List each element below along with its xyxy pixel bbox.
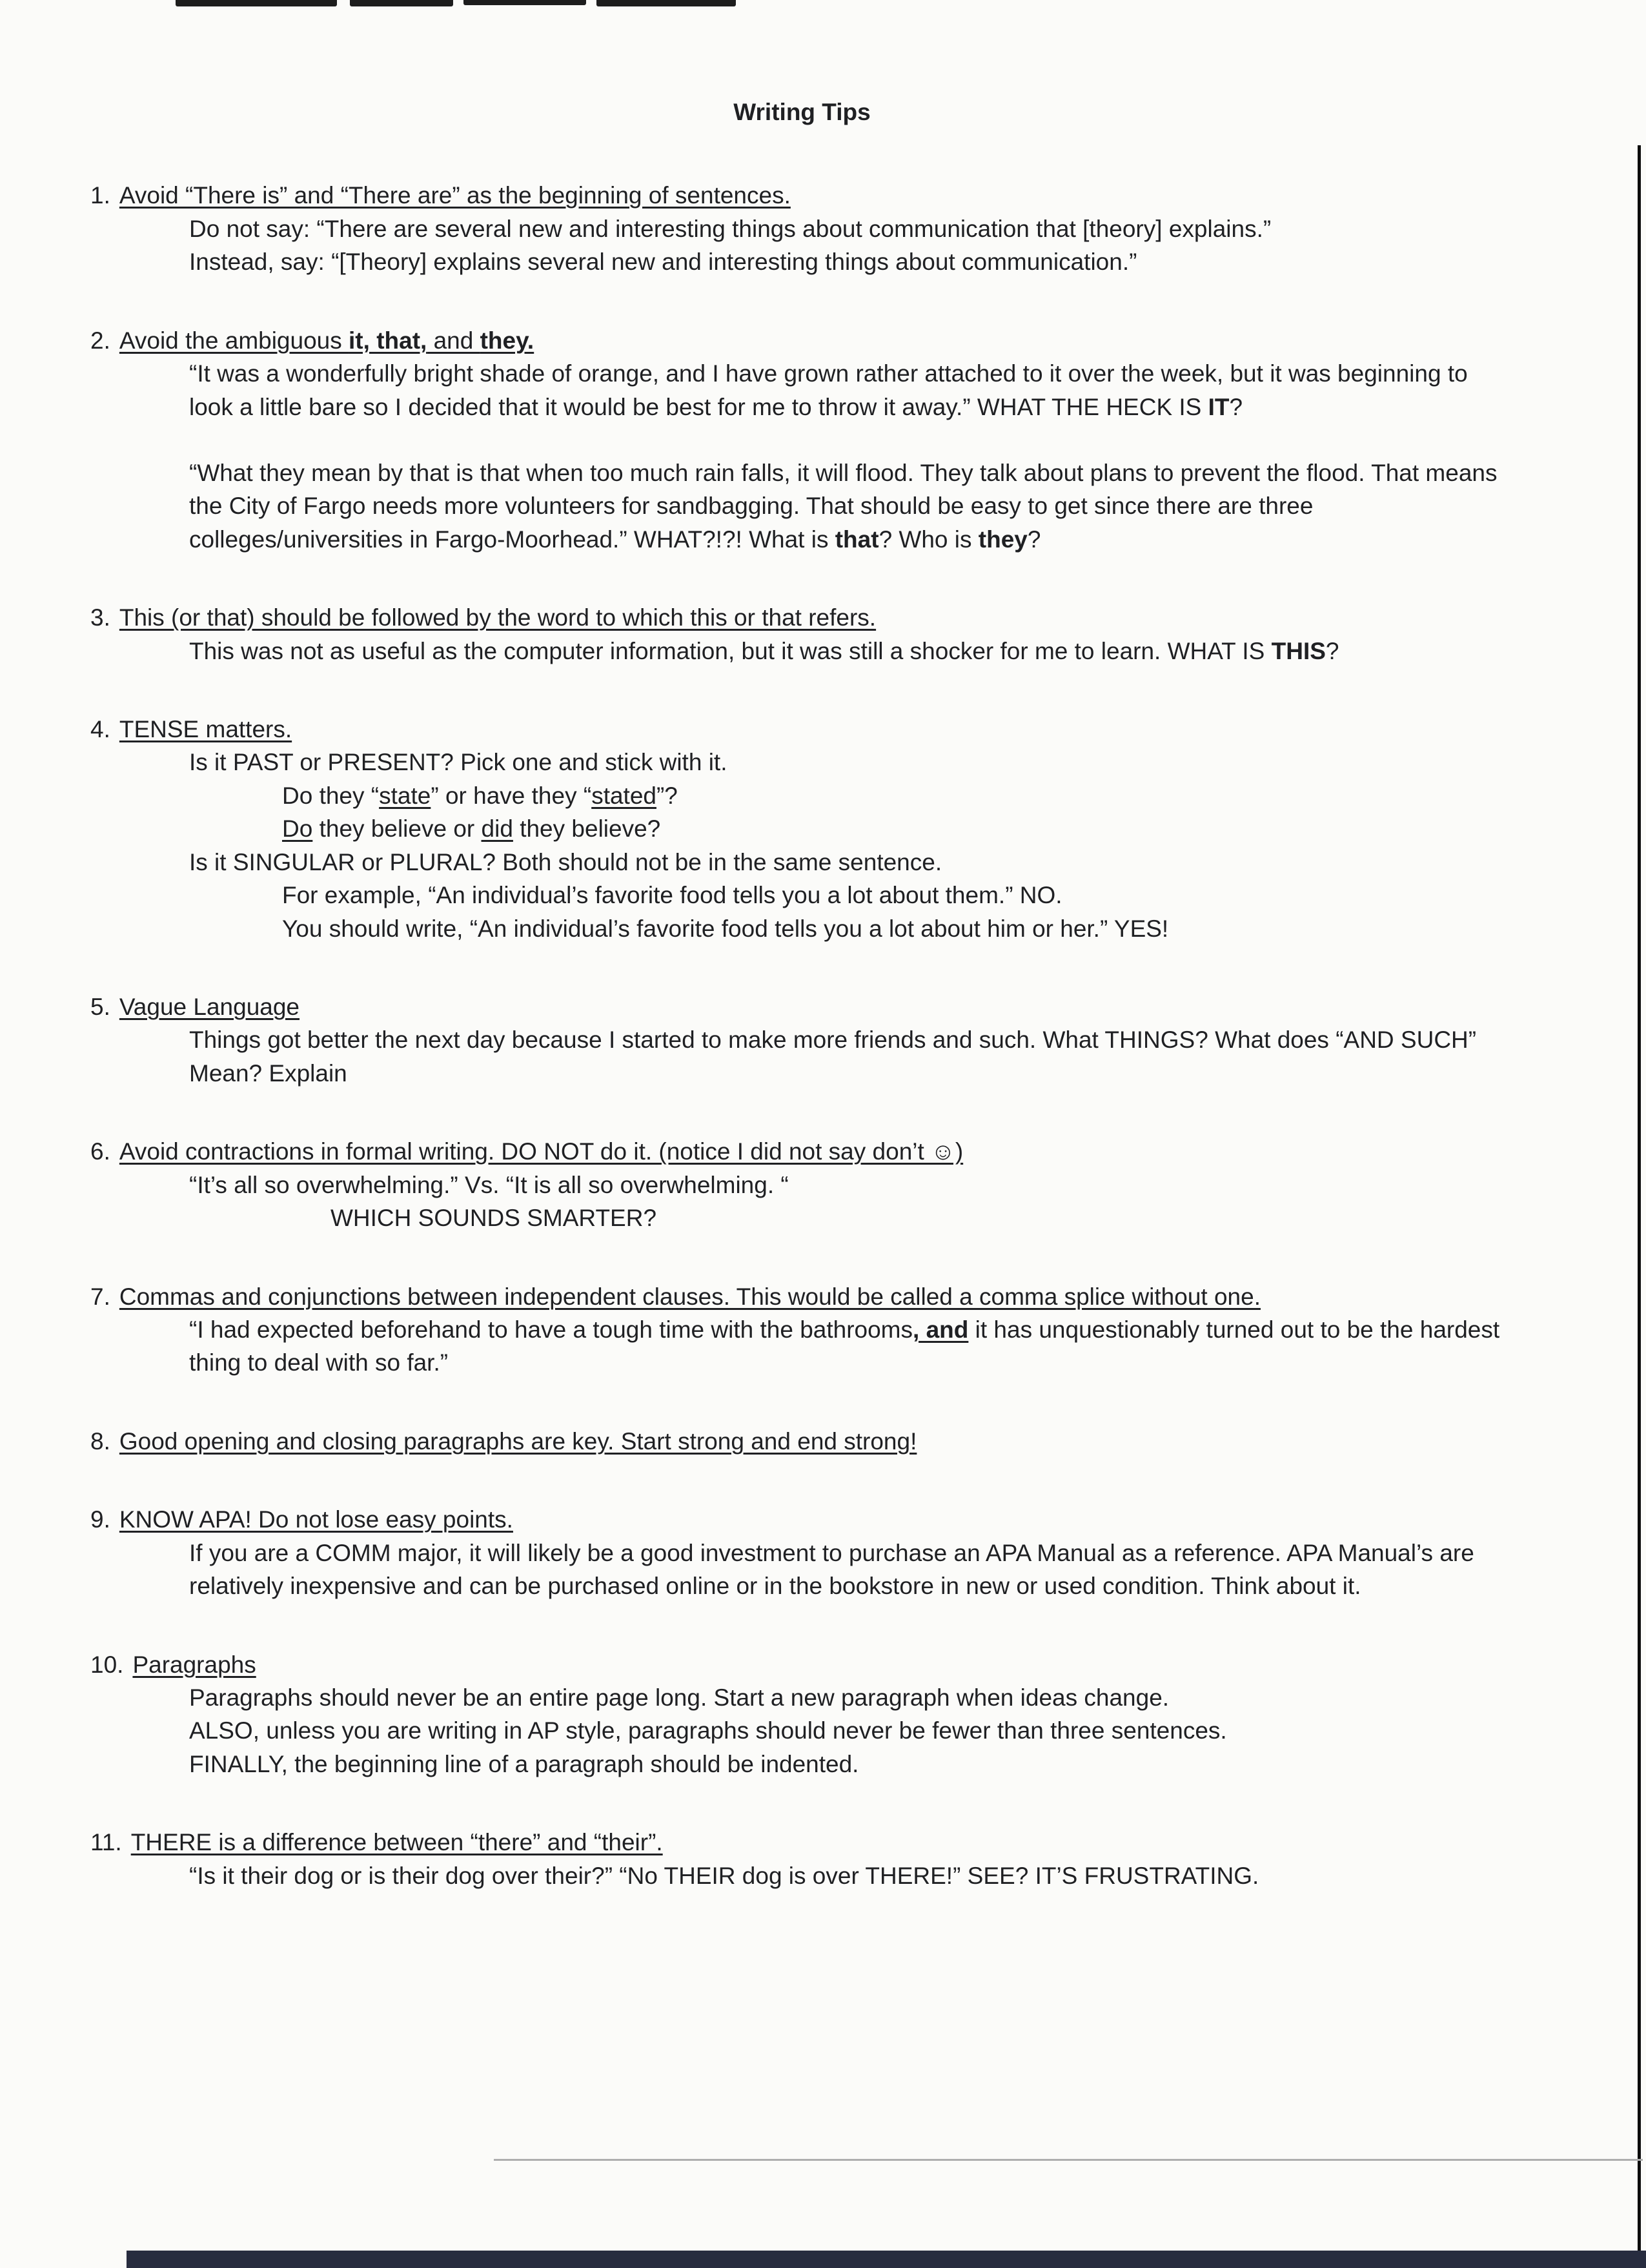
text-segment: Do they “ [282, 782, 380, 809]
tip-paragraph [90, 846, 1514, 879]
tip-9 [90, 1503, 1514, 1602]
tip-heading-row [90, 601, 1514, 634]
tip-10 [90, 1648, 1514, 1781]
tip-paragraph [90, 1859, 1514, 1892]
tip-paragraph [90, 1313, 1514, 1380]
text-segment: Instead, say: “[Theory] explains several new and interesting things about communication.” [189, 249, 1137, 276]
tip-paragraph [90, 1748, 1514, 1781]
text-segment: “It’s all so overwhelming.” Vs. “It is all so overwhelming. “ [189, 1171, 789, 1198]
text-segment: , and [913, 1316, 969, 1343]
tip-heading-row [90, 179, 1514, 212]
scan-artifact-fragment [596, 0, 736, 6]
text-segment: KNOW APA! Do not lose easy points. [119, 1506, 513, 1533]
text-segment: “What they mean by that is that when too much rain falls, it will flood. They talk about plans to prevent the flood. That means the City of Fargo needs more volunteers for sandbagging. That should be easy to get since there are three colleges/universities in Fargo-Moorhead.” WHAT?!?! What is [189, 459, 1498, 553]
text-segment: they believe or [312, 815, 482, 843]
tip-heading-row [90, 990, 1514, 1023]
text-segment: Do [282, 815, 313, 843]
tip-paragraph [90, 1201, 1514, 1234]
text-segment: Avoid “There is” and “There are” as the beginning of sentences. [119, 182, 791, 209]
tip-5 [90, 990, 1514, 1090]
tip-number: 4. [90, 716, 110, 743]
tip-paragraph [90, 779, 1514, 812]
text-segment: “I had expected beforehand to have a tough time with the bathrooms [189, 1316, 913, 1343]
text-segment: Is it SINGULAR or PLURAL? Both should not be in the same sentence. [189, 848, 942, 875]
tip-heading-row [90, 1826, 1514, 1859]
tip-heading-row [90, 1648, 1514, 1681]
tip-heading-row [90, 1135, 1514, 1168]
tip-heading-row [90, 324, 1514, 357]
tip-heading [119, 713, 1514, 746]
scan-artifact-top [0, 0, 1646, 9]
tip-paragraph [90, 1681, 1514, 1714]
tip-heading [131, 1826, 1514, 1859]
tip-number: 3. [90, 604, 110, 631]
tip-paragraph [90, 456, 1514, 556]
scan-artifact-fragment [463, 0, 586, 5]
text-segment: Avoid the ambiguous [119, 327, 349, 354]
text-segment: IT [1208, 393, 1230, 420]
text-segment: “It was a wonderfully bright shade of orange, and I have grown rather attached to it over the week, but it was beginning to look a little bare so I decided that it would be best for me to throw it away.” WHAT THE HECK IS [189, 360, 1468, 420]
text-segment: Is it PAST or PRESENT? Pick one and stick with it. [189, 749, 727, 776]
tip-6 [90, 1135, 1514, 1234]
text-segment: THIS [1271, 637, 1326, 664]
tip-heading-row [90, 1425, 1514, 1458]
text-segment: Paragraphs should never be an entire page long. Start a new paragraph when ideas change. [189, 1684, 1170, 1711]
text-segment: they believe? [513, 815, 661, 843]
text-segment: If you are a COMM major, it will likely be a good investment to purchase an APA Manual as a reference. APA Manual’s are relatively inexpensive and can be purchased online or in the bookstore in new or used condition. Think about it. [189, 1539, 1474, 1600]
tip-heading [119, 179, 1514, 212]
text-segment: This (or that) should be followed by the word to which this or that refers. [119, 604, 877, 631]
text-segment: You should write, “An individual’s favorite food tells you a lot about him or her.” YES! [282, 915, 1169, 942]
text-segment: ? [1229, 393, 1243, 420]
tip-paragraph [90, 1023, 1514, 1090]
tips-list [90, 179, 1514, 1892]
text-segment: Things got better the next day because I started to make more friends and such. What THINGS? What does “AND SUCH” Mean? Explain [189, 1027, 1477, 1087]
text-segment: did [481, 815, 513, 843]
tip-8 [90, 1425, 1514, 1458]
tip-heading-row [90, 1503, 1514, 1536]
tip-heading [119, 1503, 1514, 1536]
text-segment: that [835, 526, 879, 553]
text-segment: “Is it their dog or is their dog over their?” “No THEIR dog is over THERE!” SEE? IT’S FRUSTRATING. [189, 1862, 1259, 1889]
text-segment: they. [480, 327, 534, 354]
text-segment: This was not as useful as the computer information, but it was still a shocker for me to learn. WHAT IS [189, 637, 1272, 664]
text-segment: stated [591, 782, 656, 809]
tip-number: 6. [90, 1138, 110, 1165]
text-segment: ? [1325, 637, 1339, 664]
tip-paragraph [90, 1537, 1514, 1603]
text-segment: FINALLY, the beginning line of a paragraph should be indented. [189, 1750, 859, 1777]
tip-heading-row [90, 713, 1514, 746]
text-segment: Vague Language [119, 994, 300, 1021]
tip-heading [132, 1648, 1514, 1681]
text-segment: ”? [656, 782, 678, 809]
tip-2 [90, 324, 1514, 557]
text-segment: Paragraphs [132, 1651, 256, 1678]
text-segment: For example, “An individual’s favorite food tells you a lot about them.” NO. [282, 882, 1062, 909]
text-segment: Commas and conjunctions between independent clauses. This would be called a comma splice without one. [119, 1283, 1261, 1310]
tip-heading [119, 601, 1514, 634]
tip-paragraph [90, 1714, 1514, 1747]
scan-edge-line [1638, 145, 1641, 2268]
tip-11 [90, 1826, 1514, 1892]
tip-heading [119, 324, 1514, 357]
tip-number: 5. [90, 994, 110, 1021]
text-segment: TENSE matters. [119, 716, 292, 743]
tip-number: 1. [90, 182, 110, 209]
tip-paragraph [90, 746, 1514, 779]
tip-3 [90, 601, 1514, 668]
scan-artifact-fragment [176, 0, 337, 6]
tip-7 [90, 1280, 1514, 1380]
scan-faint-rule [494, 2159, 1643, 2161]
text-segment: THERE is a difference between “there” and “their”. [130, 1829, 663, 1856]
tip-paragraph [90, 812, 1514, 845]
tip-number: 2. [90, 327, 110, 354]
tip-paragraph [90, 245, 1514, 278]
tip-paragraph [90, 212, 1514, 245]
text-segment: ” or have they “ [431, 782, 592, 809]
tip-heading [119, 1135, 1514, 1168]
text-segment: it, that, [349, 327, 427, 354]
text-segment: they [978, 526, 1028, 553]
tip-number: 9. [90, 1506, 110, 1533]
tip-paragraph [90, 912, 1514, 945]
text-segment: it has unquestionably turned out to be the hardest thing to deal with so far.” [189, 1316, 1500, 1376]
tip-number: 8. [90, 1427, 110, 1455]
tip-heading [119, 990, 1514, 1023]
text-segment: and [427, 327, 480, 354]
text-segment: ? Who is [879, 526, 979, 553]
text-segment: Good opening and closing paragraphs are key. Start strong and end strong! [119, 1427, 917, 1455]
tip-paragraph [90, 635, 1514, 668]
text-segment: Avoid contractions in formal writing. DO NOT do it. (notice I did not say don’t ☺) [119, 1138, 964, 1165]
text-segment: state [379, 782, 431, 809]
tip-4 [90, 713, 1514, 945]
text-segment: ALSO, unless you are writing in AP style, paragraphs should never be fewer than three sentences. [189, 1717, 1227, 1744]
tip-heading [119, 1280, 1514, 1313]
tip-paragraph [90, 357, 1514, 424]
text-segment: WHICH SOUNDS SMARTER? [330, 1205, 657, 1232]
text-segment: Do not say: “There are several new and interesting things about communication that [theory] explains.” [189, 215, 1272, 242]
text-segment: ? [1027, 526, 1041, 553]
scan-bottom-bar [127, 2251, 1646, 2268]
page-title: Writing Tips [733, 99, 871, 125]
tip-1 [90, 179, 1514, 278]
tip-heading-row [90, 1280, 1514, 1313]
tip-number: 11. [90, 1829, 122, 1856]
scan-artifact-fragment [350, 0, 453, 6]
tip-number: 7. [90, 1283, 110, 1310]
tip-paragraph [90, 1169, 1514, 1201]
tip-heading [119, 1425, 1514, 1458]
tip-number: 10. [90, 1651, 124, 1678]
tip-paragraph [90, 879, 1514, 912]
